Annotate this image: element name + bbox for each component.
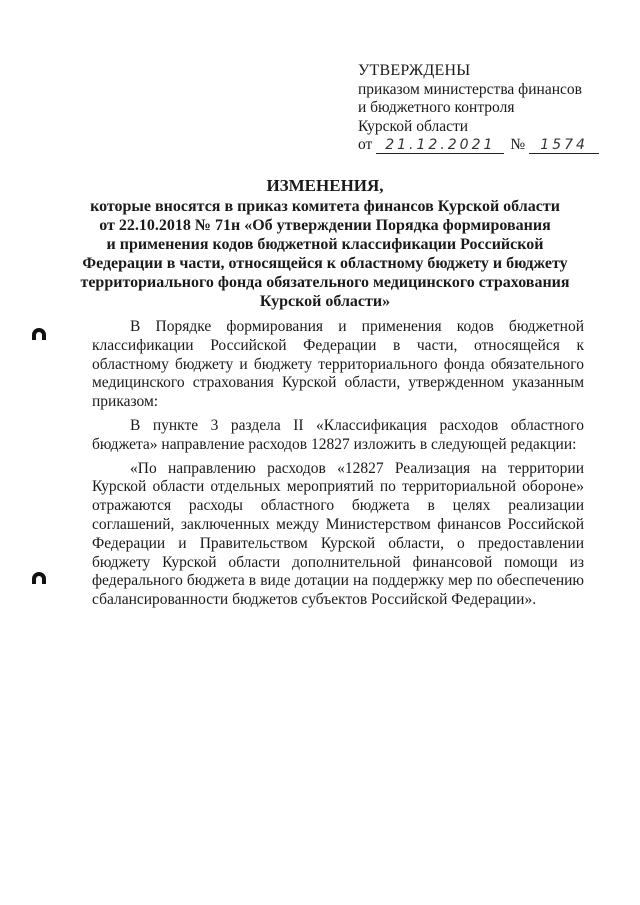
body-paragraph: В Порядке формирования и применения кодов бюджетной классификации Российской Федерации в части, относящейся к областному бюджету и бюджету территориального фонда обязательного медицинского страхования Курской области, утвержденном указанным приказом:	[92, 318, 584, 411]
approval-date-line	[358, 136, 618, 155]
title-line-3: и применения кодов бюджетной классификации Российской	[106, 236, 544, 253]
approval-line-1: приказом министерства финансов	[358, 80, 582, 98]
approval-stamp-block	[358, 62, 618, 155]
body-paragraph: В пункте 3 раздела II «Классификация расходов областного бюджета» направление расходов 12827 изложить в следующей редакции:	[92, 416, 584, 453]
approval-line-3: Курской области	[358, 117, 469, 135]
handwritten-date: 21.12.2021	[376, 137, 504, 154]
number-sign: №	[510, 136, 526, 153]
date-prefix: от	[358, 136, 373, 153]
binding-hole-mark	[32, 328, 46, 340]
document-title	[60, 176, 590, 311]
approval-line-2: и бюджетного контроля	[358, 99, 515, 116]
binding-hole-mark	[32, 572, 46, 584]
body-paragraph: «По направлению расходов «12827 Реализация на территории Курской области отдельных мероприятий по территориальной обороне» отражаются расходы областного бюджета в целях реализации соглашений, заключенных между Министерством финансов Российской Федерации и Правительством Курской области, о предоставлении бюджету Курской области дополнительной финансовой помощи из федерального бюджета в виде дотации на поддержку мер по обеспечению сбалансированности бюджетов субъектов Российской Федерации».	[92, 459, 584, 609]
title-main: ИЗМЕНЕНИЯ,	[266, 176, 384, 195]
title-line-5: территориального фонда обязательного медицинского страхования	[80, 274, 570, 291]
handwritten-number: 1574	[529, 137, 599, 154]
title-line-1: которые вносятся в приказ комитета финансов Курской области	[90, 198, 560, 215]
title-line-4: Федерации в части, относящейся к областному бюджету и бюджету	[82, 255, 568, 272]
title-line-2: от 22.10.2018 № 71н «Об утверждении Порядка формирования	[99, 217, 551, 234]
document-body	[92, 318, 584, 615]
title-line-6: Курской области»	[259, 293, 391, 310]
approval-heading: УТВЕРЖДЕНЫ	[358, 62, 471, 79]
